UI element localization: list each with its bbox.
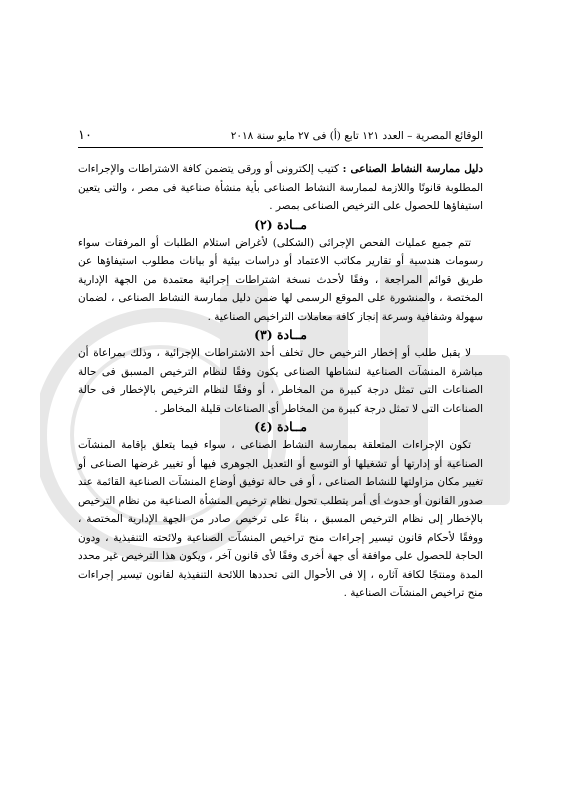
article-2-text: تتم جميع عمليات الفحص الإجرائى (الشكلى) لأغراض استلام الطلبات أو المرفقات سواء رسومات هندسية أو تقارير مكاتب الاعتماد أو دراسات بيئية أو بيانات مطلوب استيفاؤها عن طريق قوائم المراجعة ، وفقًا لأحدث نسخة اشتراطات إجرائية معتمدة من الجهة الإدارية المختصة ، والمنشورة على الموقع الرسمى لها ضمن دليل ممارسة النشاط الصناعى ، لضمان سهولة وشفافية وسرعة إنجاز كافة معاملات التراخيص الصناعية .	[78, 236, 483, 323]
gazette-issue-line: الوقائع المصرية – العدد ١٢١ تابع (أ) فى ٢٧ مايو سنة ٢٠١٨	[230, 130, 483, 142]
article-4-text: تكون الإجراءات المتعلقة بممارسة النشاط الصناعى ، سواء فيما يتعلق بإقامة المنشآت الصناعية أو إدارتها أو تشغيلها أو التوسع أو التعديل الجوهرى فيها أو تغيير غرضها الصناعى أو تغيير مكان مزاولتها للنشاط الصناعى ، أو فى حالة توفيق أوضاع المنشآت الصناعية القائمة عند صدور القانون أو حدوث أى أمر يتطلب تحول نظام ترخيص المنشأة الصناعية من نظام الترخيص بالإخطار إلى نظام الترخيص المسبق ، بناءً على ترخيص صادر من الجهة الإدارية المختصة ، ووفقًا لأحكام قانون تيسير إجراءات منح تراخيص المنشآت الصناعية ولائحته التنفيذية ، ودون الحاجة للحصول على موافقة أى جهة أخرى وفقًا لأى قانون آخر ، ويكون هذا الترخيص غير محدد المدة ومنتجًا لكافة آثاره ، إلا فى الأحوال التى تحددها اللائحة التنفيذية لقانون تيسير إجراءات منح تراخيص المنشآت الصناعية .	[78, 439, 483, 599]
definition-paragraph	[78, 160, 483, 216]
gazette-page	[78, 128, 483, 603]
article-4-heading: مــادة (٤)	[254, 419, 307, 434]
definition-text: كتيب إلكترونى أو ورقى يتضمن كافة الاشتراطات والإجراءات المطلوبة قانونًا واللازمة لممارسة النشاط الصناعى بأية منشأة صناعية فى مصر ، والتى يتعين استيفاؤها للحصول على الترخيص الصناعى بمصر .	[78, 163, 483, 212]
article-2-heading: مــادة (٢)	[254, 216, 307, 232]
definition-term: دليل ممارسة النشاط الصناعى :	[342, 163, 483, 175]
article-3-heading: مــادة (٣)	[254, 327, 307, 342]
page-number: ١٠	[78, 128, 92, 143]
article-3-text: لا يقبل طلب أو إخطار الترخيص حال تخلف أحد الاشتراطات الإجرائية ، وذلك بمراعاة أن مباشرة المنشآت الصناعية لنشاطها الصناعى يكون وفقًا لنظام الترخيص المسبق فى حالة الصناعات التى تمثل درجة كبيرة من المخاطر ، أو وفقًا لنظام الترخيص بالإخطار فى حالة الصناعات التى لا تمثل درجة كبيرة من المخاطر أى الصناعات قليلة المخاطر .	[78, 347, 483, 415]
running-header	[78, 128, 483, 148]
